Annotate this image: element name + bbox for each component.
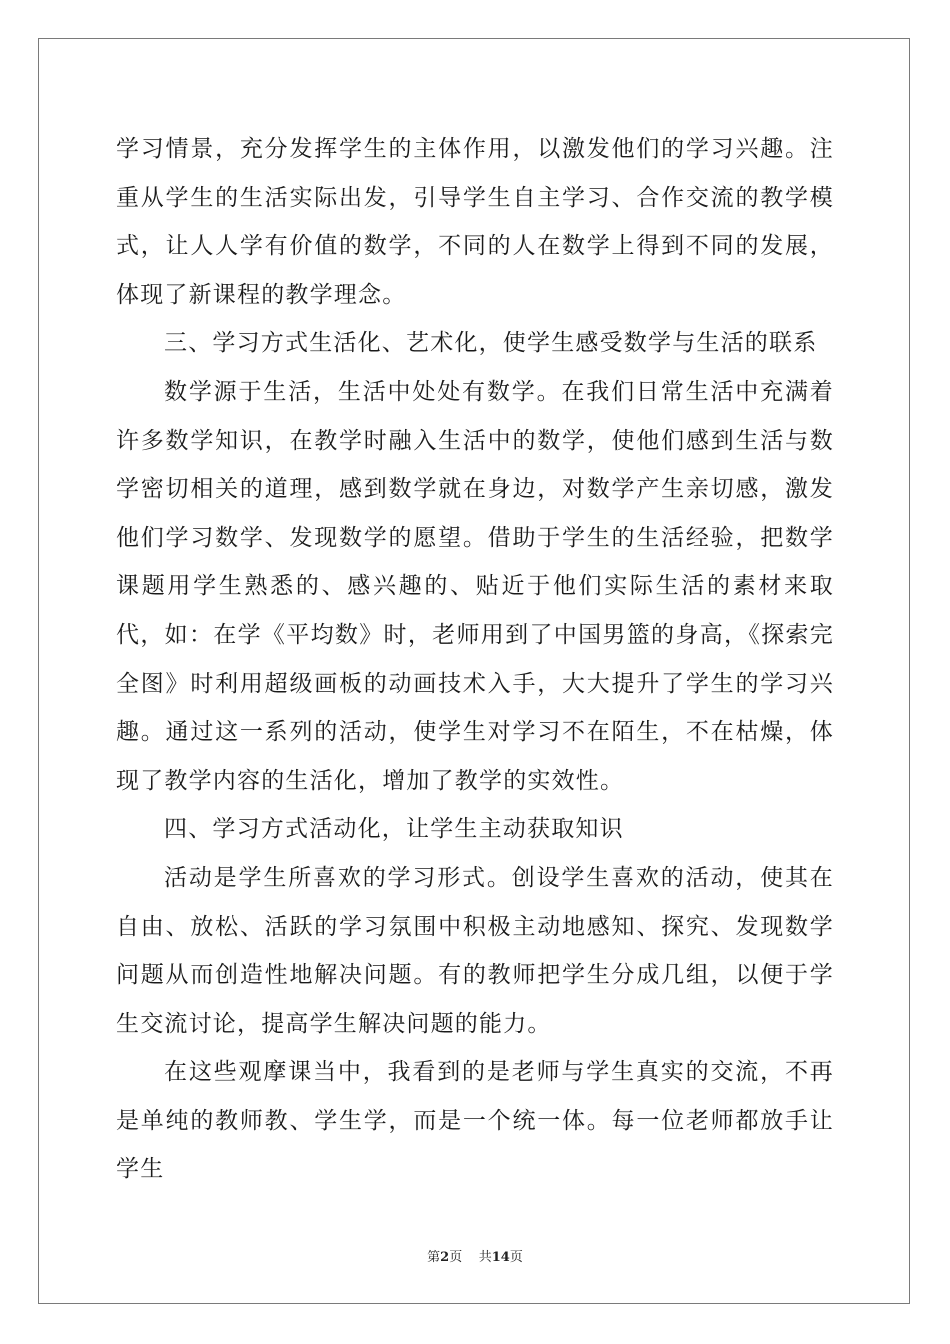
heading-section-3: 三、学习方式生活化、艺术化，使学生感受数学与生活的联系 — [164, 330, 818, 357]
paragraph-6: 在这些观摩课当中，我看到的是老师与学生真实的交流，不再是单纯的教师教、学生学，而是一个统一体。每一位老师都放手让学生 — [116, 1059, 834, 1183]
paragraph-5: 活动是学生所喜欢的学习形式。创设学生喜欢的活动，使其在自由、放松、活跃的学习氛围中积极主动地感知、探究、发现数学问题从而创造性地解决问题。有的教师把学生分成几组，以便于学生交流讨论，提高学生解决问题的能力。 — [116, 864, 834, 1037]
paragraph-3: 数学源于生活，生活中处处有数学。在我们日常生活中充满着许多数学知识，在教学时融入生活中的数学，使他们感到生活与数学密切相关的道理，感到数学就在身边，对数学产生亲切感，激发他们学习数学、发现数学的愿望。借助于学生的生活经验，把数学课题用学生熟悉的、感兴趣的、贴近于他们实际生活的素材来取代，如：在学《平均数》时，老师用到了中国男篮的身高，《探索完全图》时利用超级画板的动画技术入手，大大提升了学生的学习兴趣。通过这一系列的活动，使学生对学习不在陌生，不在枯燥，体现了教学内容的生活化，增加了教学的实效性。 — [116, 378, 834, 794]
document-body — [116, 125, 834, 1194]
page-footer — [0, 1246, 950, 1265]
footer-page-number: 2 — [440, 1250, 450, 1265]
footer-total-suffix: 页 — [509, 1250, 523, 1265]
paragraph-1: 学习情景，充分发挥学生的主体作用，以激发他们的学习兴趣。注重从学生的生活实际出发，引导学生自主学习、合作交流的教学模式，让人人学有价值的数学，不同的人在数学上得到不同的发展，体现了新课程的教学理念。 — [116, 136, 834, 308]
heading-section-4: 四、学习方式活动化，让学生主动获取知识 — [164, 816, 624, 843]
footer-total-pages: 14 — [491, 1250, 510, 1265]
footer-total-prefix: 共 — [478, 1250, 492, 1265]
footer-page-suffix: 页 — [449, 1250, 463, 1265]
footer-prefix: 第 — [427, 1250, 441, 1265]
footer-gap — [462, 1250, 479, 1265]
